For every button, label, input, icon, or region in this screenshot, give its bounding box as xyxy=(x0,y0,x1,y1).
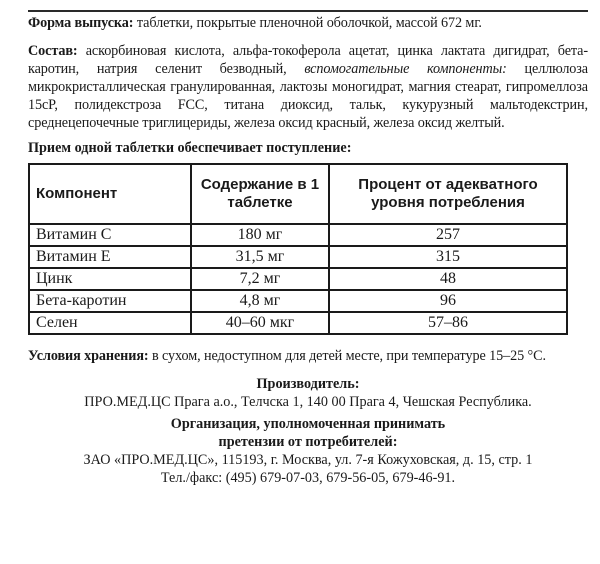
organization-phone: Тел./факс: (495) 679-07-03, 679-56-05, 679-46-91. xyxy=(160,470,456,486)
manufacturer-address: ПРО.МЕД.ЦС Прага а.о., Телчска 1, 140 00 Прага 4, Чешская Республика. xyxy=(84,394,532,410)
composition-text: аскорбиновая кислота, альфа-токоферола ацетат, цинка лактата дигидрат, бета-каротин, натрия селенит безводный, xyxy=(28,43,588,77)
row-content: 31,5 мг xyxy=(191,246,329,268)
row-content: 40–60 мкг xyxy=(191,312,329,334)
row-percent: 57–86 xyxy=(329,312,567,334)
row-content: 4,8 мг xyxy=(191,290,329,312)
table-row xyxy=(29,224,567,246)
row-content: 7,2 мг xyxy=(191,268,329,290)
row-percent: 48 xyxy=(329,268,567,290)
row-component: Селен xyxy=(29,312,191,334)
row-content: 180 мг xyxy=(191,224,329,246)
organization-heading-line2: претензии от потребителей: xyxy=(218,434,398,450)
row-percent: 315 xyxy=(329,246,567,268)
release-form-paragraph xyxy=(28,14,588,32)
header-content: Содержание в 1 таблетке xyxy=(191,164,329,224)
organization-block xyxy=(28,415,588,487)
header-component: Компонент xyxy=(29,164,191,224)
row-component: Бета-каротин xyxy=(29,290,191,312)
excipients-text: целлюлоза микрокристаллическая гранулированная, лактозы моногидрат, магния стеарат, гипромеллоза 15cP, полидекстроза FCC, титана диоксид, тальк, кукурузный мальтодекстрин, среднецепочечные триглицериды, железа оксид красный, железа оксид желтый. xyxy=(28,61,588,131)
row-percent: 96 xyxy=(329,290,567,312)
row-percent: 257 xyxy=(329,224,567,246)
header-percent: Процент от адекватного уровня потребления xyxy=(329,164,567,224)
table-row xyxy=(29,312,567,334)
table-row xyxy=(29,290,567,312)
composition-label: Состав: xyxy=(28,43,78,59)
excipients-label: вспомогательные компоненты: xyxy=(304,61,507,77)
intake-heading: Прием одной таблетки обеспечивает поступление: xyxy=(28,140,352,156)
table-row xyxy=(29,268,567,290)
release-form-label: Форма выпуска: xyxy=(28,15,134,31)
manufacturer-heading: Производитель: xyxy=(256,376,360,392)
row-component: Витамин Е xyxy=(29,246,191,268)
organization-heading-line1: Организация, уполномоченная принимать xyxy=(170,416,446,432)
storage-paragraph xyxy=(28,347,588,365)
manufacturer-block xyxy=(28,375,588,411)
row-component: Цинк xyxy=(29,268,191,290)
table-header-row xyxy=(29,164,567,224)
composition-paragraph xyxy=(28,42,588,132)
leaflet-page xyxy=(28,10,588,542)
storage-text: в сухом, недоступном для детей месте, при температуре 15–25 °С. xyxy=(148,348,546,364)
table-row xyxy=(29,246,567,268)
nutrient-table xyxy=(28,163,568,335)
row-component: Витамин С xyxy=(29,224,191,246)
organization-address: ЗАО «ПРО.МЕД.ЦС», 115193, г. Москва, ул. 7-я Кожуховская, д. 15, стр. 1 xyxy=(83,452,533,468)
release-form-text: таблетки, покрытые пленочной оболочкой, массой 672 мг. xyxy=(133,15,482,31)
storage-label: Условия хранения: xyxy=(28,348,149,364)
